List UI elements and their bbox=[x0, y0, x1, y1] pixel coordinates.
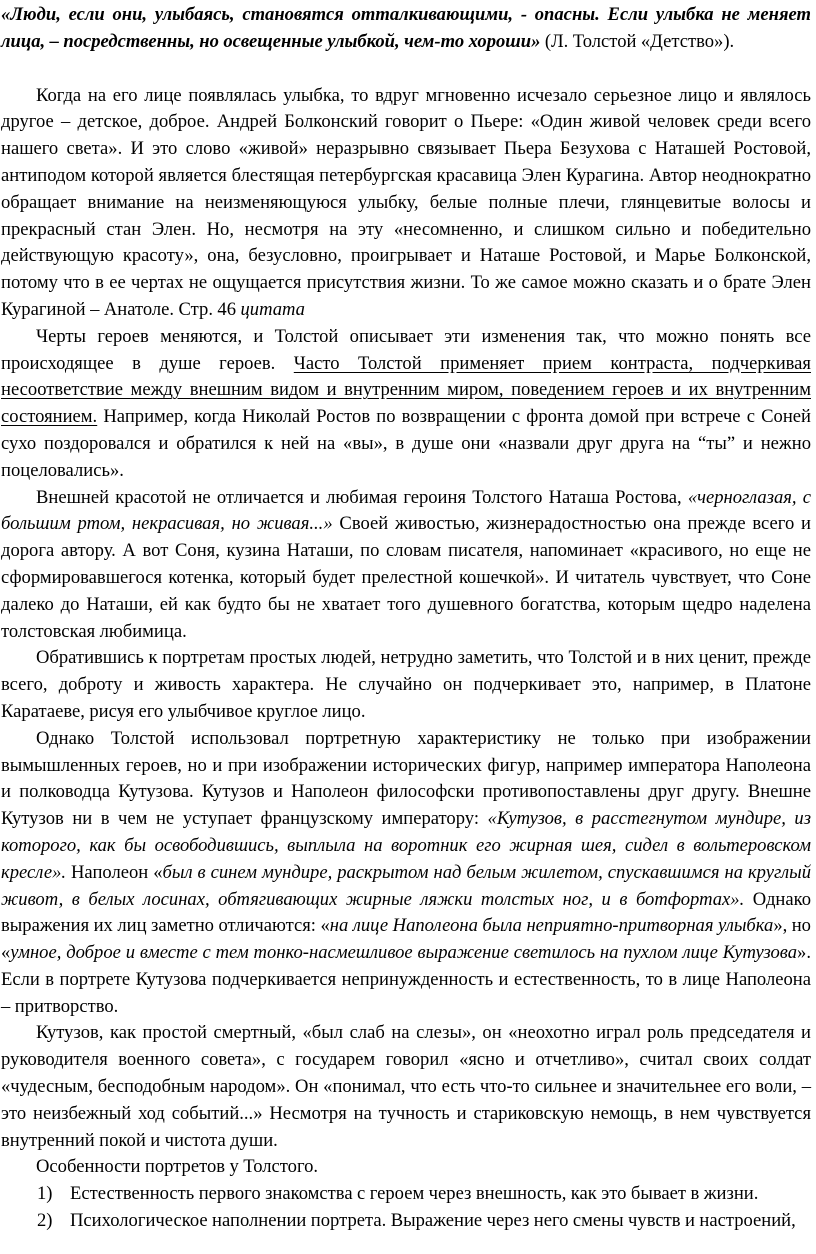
paragraph-2-underlined: Часто Толстой применяет прием контраста, подчеркивая несоответствие между внешним видом и внутренним миром, поведением героев и их внутренним состоянием. bbox=[1, 352, 811, 428]
paragraph-3-end: Своей живостью, жизнерадостностью она прежде всего и дорога автору. А вот Соня, кузина Наташи, по словам писателя, напоминает «красивого, но еще не сформировавшегося котенка, который будет прелестной кошечкой». И читатель чувствует, что Соне далеко до Наташи, ей как будто бы не хватает того душевного богатства, которым щедро наделена толстовская любимица. bbox=[1, 513, 811, 642]
paragraph-1-text: Когда на его лице появлялась улыбка, то вдруг мгновенно исчезало серьезное лицо и являлось другое – детское, доброе. Андрей Болконский говорит о Пьере: «Один живой человек среди всего нашего света». И это слово «живой» неразрывно связывает Пьера Безухова с Наташей Ростовой, антиподом которой является блестящая петербургская красавица Элен Курагина. Автор неоднократно обращает внимание на неизменяющуюся улыбку, белые полные плечи, глянцевитые волосы и прекрасный стан Элен. Но, несмотря на эту «несомненно, и слишком сильно и победительно действующую красоту», она, безусловно, проигрывает и Наташе Ростовой, и Марье Болконской, потому что в ее чертах не ощущается присутствия жизни. То же самое можно сказать и о брате Элен Курагиной – Анатоле. Стр. 46 bbox=[1, 84, 811, 320]
paragraph-5-i: ». Если в портрете Кутузова подчеркивается непринужденность и естественность, то в лице Наполеона – притворство. bbox=[1, 942, 811, 1017]
paragraph-7-text: Особенности портретов у Толстого. bbox=[36, 1156, 319, 1178]
list-item-number: 1) bbox=[37, 1183, 53, 1205]
list-item-text: Психологическое наполнении портрета. Выражение через него смены чувств и настроений, bbox=[70, 1210, 796, 1232]
list-item bbox=[0, 1208, 816, 1235]
paragraph-5-g: », но « bbox=[1, 915, 811, 964]
paragraph-4-text: Обратившись к портретам простых людей, нетрудно заметить, что Толстой и в них ценит, прежде всего, доброту и живость характера. Не случайно он подчеркивает это, например, в Платоне Каратаеве, рисуя его улыбчивое круглое лицо. bbox=[1, 647, 811, 722]
paragraph-5-b: «Кутузов, в расстегнутом мундире, из которого, как бы освободившись, выплыла на воротник его жирная шея, сидел в вольтеровском кресле». bbox=[1, 808, 811, 883]
features-list bbox=[0, 1181, 816, 1235]
paragraph-3-italic: «черноглазая, с большим ртом, некрасивая, но живая...» bbox=[1, 486, 811, 535]
list-item-number: 2) bbox=[37, 1210, 53, 1232]
paragraph-5-h: умное, доброе и вместе с тем тонко-насмешливое выражение светилось на пухлом лице Кутузова bbox=[10, 942, 798, 964]
paragraph-5 bbox=[0, 726, 816, 1021]
paragraph-5-a: Однако Толстой использовал портретную характеристику не только при изображении вымышленных героев, но и при изображении исторических фигур, например императора Наполеона и полководца Кутузова. Кутузов и Наполеон философски противопоставлены друг другу. Внешне Кутузов ни в чем не уступает французскому императору: bbox=[1, 727, 811, 830]
paragraph-3-start: Внешней красотой не отличается и любимая героиня Толстого Наташа Ростова, bbox=[36, 486, 688, 508]
list-item-text: Естественность первого знакомства с героем через внешность, как это бывает в жизни. bbox=[70, 1183, 759, 1205]
paragraph-5-e: Однако выражения их лиц заметно отличаются: « bbox=[1, 888, 811, 937]
paragraph-1-italic: цитата bbox=[240, 298, 305, 320]
paragraph-6-text: Кутузов, как простой смертный, «был слаб на слезы», он «неохотно играл роль председателя и руководителя военного совета», с государем говорил «ясно и отчетливо», считал своих солдат «чудесным, бесподобным народом». Он «понимал, что есть что-то сильнее и значительнее его воли, – это неизбежный ход событий...» Несмотря на тучность и стариковскую немощь, в нем чувствуется внутренний покой и чистота души. bbox=[1, 1022, 811, 1151]
paragraph-6 bbox=[0, 1020, 816, 1154]
paragraph-2 bbox=[0, 324, 816, 485]
paragraph-7 bbox=[0, 1154, 816, 1181]
paragraph-5-f: на лице Наполеона была неприятно-притворная улыбка bbox=[329, 915, 774, 937]
paragraph-4 bbox=[0, 645, 816, 725]
paragraph-5-d: был в синем мундире, раскрытом над белым жилетом, спускавшимся на круглый живот, в белых лосинах, обтягивающих жирные ляжки толстых ног, и в ботфортах». bbox=[1, 861, 811, 910]
blank-line bbox=[0, 56, 816, 83]
paragraph-5-c: Наполеон « bbox=[66, 861, 163, 883]
list-item bbox=[0, 1181, 816, 1208]
paragraph-1 bbox=[0, 83, 816, 324]
epigraph bbox=[0, 2, 816, 56]
epigraph-source: (Л. Толстой «Детство»). bbox=[540, 30, 735, 52]
paragraph-3 bbox=[0, 485, 816, 646]
paragraph-2-start: Черты героев меняются, и Толстой описывает эти изменения так, что можно понять все происходящее в душе героев. bbox=[1, 325, 811, 374]
epigraph-quote: «Люди, если они, улыбаясь, становятся отталкивающими, - опасны. Если улыбка не меняет лица, – посредственны, но освещенные улыбкой, чем-то хороши» bbox=[1, 4, 811, 52]
paragraph-2-end: Например, когда Николай Ростов по возвращении с фронта домой при встрече с Соней сухо поздоровался и обратился к ней на «вы», в душе они «назвали друг друга на “ты” и нежно поцеловались». bbox=[1, 406, 811, 481]
